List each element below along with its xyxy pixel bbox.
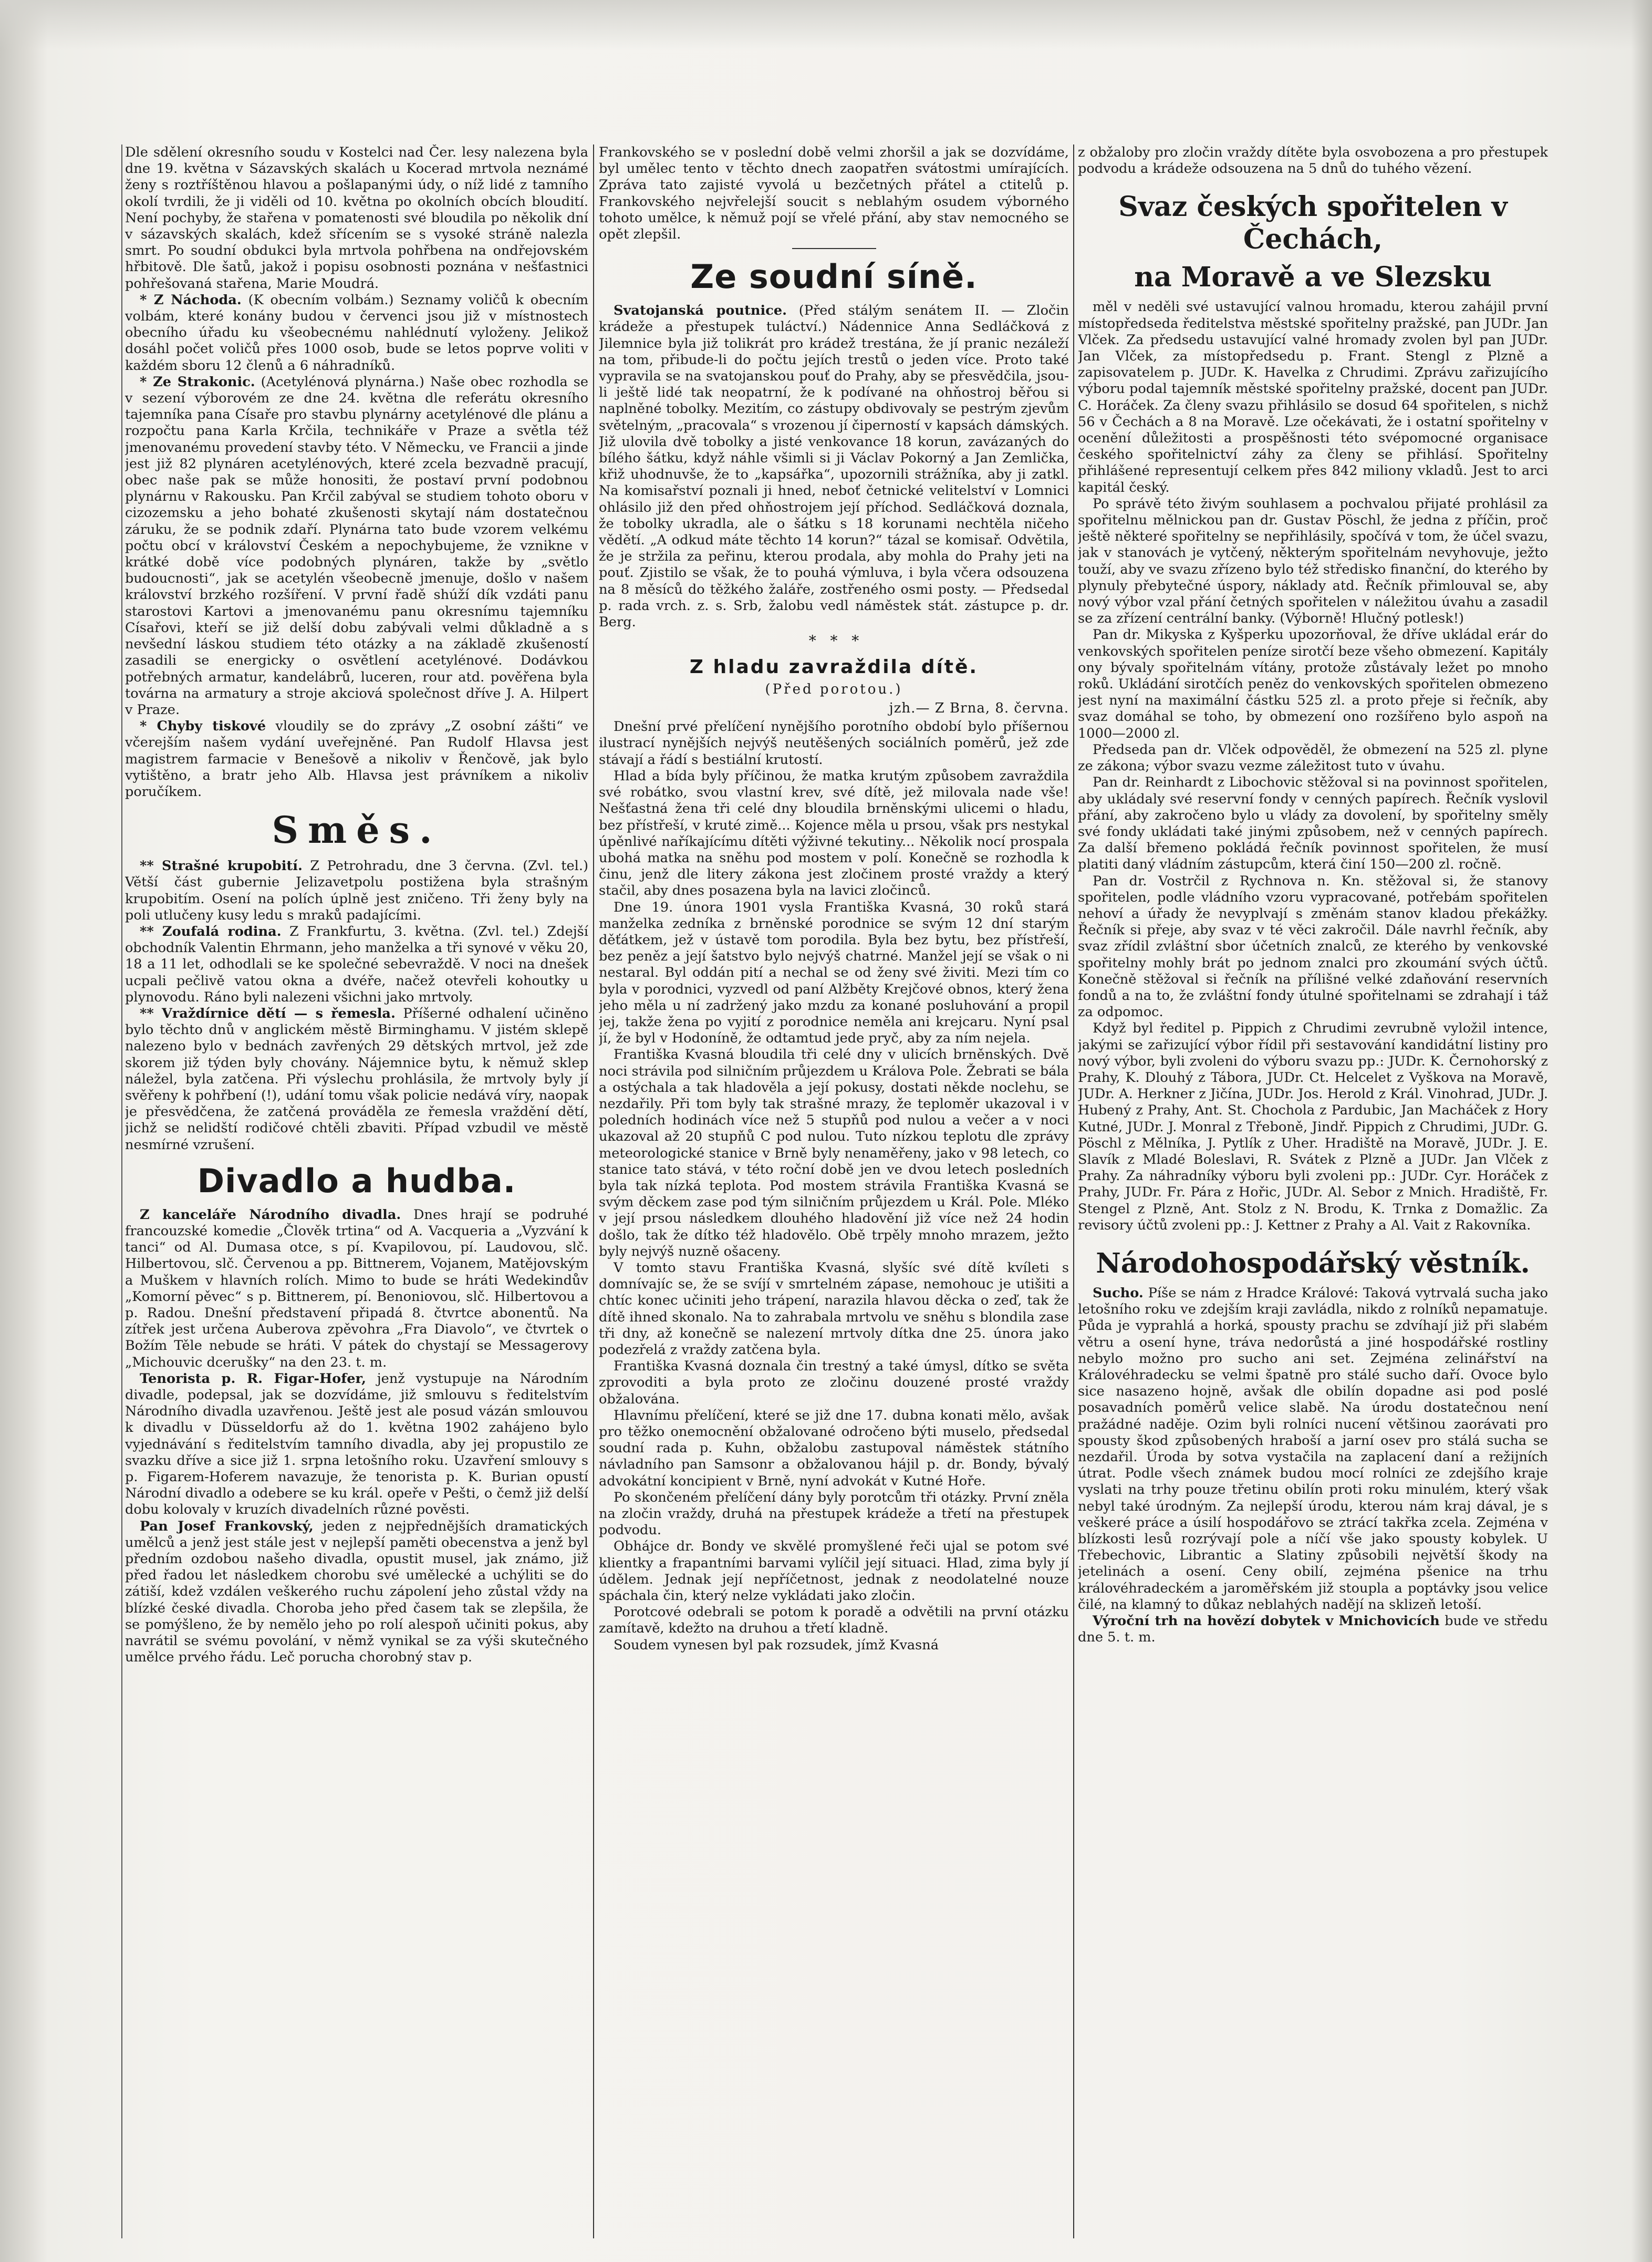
section-heading-svaz-line-1: Svaz českých spořitelen v Čechách, (1118, 191, 1508, 256)
section-heading-narodohospodarsky: Národohospodářský věstník. (1096, 1247, 1530, 1279)
paragraph: Když byl ředitel p. Pippich z Chrudimi zevrubně vyložil intence, jakými se zařizující výbor řídil při sestavování kandidátní listiny pro nový výbor, byli zvoleni do výboru svazu pp.: JUDr. K. Černohorský z Prahy, K. Dlouhý z Tábora, JUDr. Ct. Helcelet z Vyškova na Moravě, JUDr. A. Herkner z Jičína, JUDr. Jos. Herold z Král. Vinohrad, JUDr. J. Hubený z Prahy, Ant. St. Chochola z Pardubic, Jan Macháček z Hory Kutné, JUDr. J. Monral z Třeboně, Jindř. Pippich z Chrudimi, JUDr. G. Pöschl z Mělníka, J. Pytlík z Uher. Hradiště na Moravě, JUDr. J. E. Slavík z Mladé Boleslavi, R. Svátek z Plzně a JUDr. Jan Vlček z Prahy. Za náhradníky výboru byli zvoleni pp.: JUDr. Cyr. Horáček z Prahy, JUDr. Fr. Pára z Hořic, JUDr. Al. Sebor z Mnich. Hradiště, Fr. Stengel z Plzně, Ant. Stolz z N. Brodu, K. Trnka z Domažlic. Za revisory účtů zvoleni pp.: J. Kettner z Prahy a Al. Vait z Rakovníka. (1078, 1020, 1548, 1233)
section-heading-svaz-line-2: na Moravě a ve Slezsku (1134, 261, 1492, 294)
paragraph: Pan dr. Vostrčil z Rychnova n. Kn. stěžoval si, že stanovy spořitelen, podle vládního vzoru vypracované, potřebám spořitelen nehoví a úřady že nevyplvají s změnám stanov kladou překážky. Řečník si přeje, aby svaz v té věci zakročil. Dále navrhl řečník, aby svaz zřídil zvláštní sbor účetních znalců, ze kterého by venkovské spořitelny mohly brát po jednom znalci pro zkoumání svých účtů. Konečně stěžoval si řečník na přílišné velké zdaňování reservních fondů a na to, že zvláštní fondy útulné spořitelnami se zdrahají i táž za odpomoc. (1078, 873, 1548, 1020)
paragraph (1078, 1613, 1548, 1646)
paragraph: Pan dr. Reinhardt z Libochovic stěžoval si na povinnost spořitelen, aby ukládaly své reservní fondy v cenných papírech. Řečník vyslovil přání, aby zakročeno bylo u vlády za dovolení, by spořitelny směly své fondy ukládati také jinými způsobem, než v cenných papírech. Za další břemeno pokládá řečník povinnost spořitelen, že musí platiti daný vládním zástupcům, která činí 150—200 zl. ročně. (1078, 774, 1548, 873)
article-text: vloudily se do zprávy „Z osobní zášti“ ve včerejším našem vydání uveřejněné. Pan Rudolf Hlavsa jest magistrem farmacie v Benešově a nikoliv v Řenčově, jak bylo vytištěno, a bratr jeho Alb. Hlavsa jest právníkem a nikoliv poručíkem. (125, 718, 588, 800)
divider (792, 248, 876, 249)
article-text: Dnes hrají se podruhé francouzské komedie „Člověk trtina“ od A. Vacqueria a „Vyzvání k tanci“ od Al. Dumasa otce, s pí. Kvapilovou, pí. Laudovou, slč. Hilbertovou, slč. Červenou a pp. Bittnerem, Vojanem, Matějovským a Muškem v hlavních rolích. Mimo to bude se hráti Wedekindův „Komorní pěvec“ s p. Bittnerem, pí. Benoniovou, slč. Hilbertovou a p. Radou. Dnešní představení připadá 8. čtvrtce abonentů. Na zítřek jest určena Auberova zpěvohra „Fra Diavolo“, ve čtvrtek o Božím Těle nebude se hráti. V pátek do chystají se Messagerovy „Michouvic dcerušky“ na den 23. t. m. (125, 1206, 588, 1370)
article-text: Z Frankfurtu, 3. května. (Zvl. tel.) Zdejší obchodník Valentin Ehrmann, jeho manželka a tři synové v věku 20, 18 a 11 let, odhodlali se ke společné sebevraždě. V noci na dnešek ucpali pečlivě vatou okna a dvéře, načež otevřeli kohoutky u plynovodu. Ráno byli nalezeni všichni jako mrtvoly. (125, 923, 588, 1005)
paragraph: Hlavnímu přelíčení, které se již dne 17. dubna konati mělo, avšak pro těžko onemocnění obžalované odročeno býti muselo, předsedal soudní rada p. Kuhn, obžalobu zastupoval náměstek státního návladního pan Samsonr a obžalovanou hájil p. dr. Bondy, bývalý advokátní koncipient v Brně, nyní advokát v Kutné Hoře. (599, 1407, 1069, 1489)
article-text: jeden z nejpřednějších dramatických umělců a jenž jest stále jest v nejlepší paměti obecenstva a jenž byl předním ozdobou našeho divadla, opustit musel, jak známo, již před řadou let následkem chorobu své umělecké a uchýliti se do zátiší, kdež vzdálen veškerého ruchu zápolení jeho zůstal vždy na blízké české divadla. Choroba jeho před časem tak se zlepšila, že se pomýšleno, že by nemělo jeho po rolí alespoň učiniti pokus, aby navrátil se svému povolání, v němž vynikal se za výši skutečného umělce prvého řádu. Leč porucha chorobný stav p. (125, 1518, 588, 1666)
paragraph: Františka Kvasná bloudila tři celé dny v ulicích brněnských. Dvě noci strávila pod silničním průjezdem u Králova Pole. Žebrati se bála a ostýchala a tak hladověla a její pokusy, dostati někde noclehu, se nezdařily. Při tom byly tak strašné mrazy, že teploměr ukazoval i v poledních hodinách více než 5 stupňů pod nulou a večer a v noci ukazoval až 20 stupňů C pod nulou. Tuto nízkou teplotu dle zprávy meteorologické stanice v Brně byly nenaměřeny, jako v 98 letech, co stanice tato stává, v této roční době jen ve dvou letech posledních byla tak nízká teplota. Pod mostem strávila Františka Kvasná se svým děckem zase pod tým silničním průjezdem u Král. Pole. Mléko v její prsou následkem dlouhého hladovění již více než 24 hodin došlo, tak že dítko též hladovělo. Obě trpěly mnoho mrazem, ježto byly nejvýš nuzně ošaceny. (599, 1047, 1069, 1259)
article-lead: * Chyby tiskové (140, 718, 266, 735)
section-heading-smes: Směs. (272, 808, 442, 852)
paragraph (125, 1207, 588, 1371)
paragraph: Porotcové odebrali se potom k poradě a odvětili na první otázku zamítavě, kdežto na druhou a třetí kladně. (599, 1604, 1069, 1637)
paragraph: Soudem vynesen byl pak rozsudek, jímž Kvasná (614, 1637, 939, 1653)
dateline: jzh.— Z Brna, 8. června. (889, 700, 1069, 717)
paragraph: z obžaloby pro zločin vraždy dítěte byla osvobozena a pro přestupek podvodu a krádeže odsouzena na 5 dnů do tuhého vězení. (1078, 144, 1548, 177)
paragraph: Františka Kvasná doznala čin trestný a také úmysl, dítko se světa zprovoditi a byla proto ze zločinu douzené prosté vraždy obžalována. (599, 1358, 1069, 1407)
article-lead: Z kanceláře Národního divadla. (140, 1206, 401, 1223)
paragraph (125, 858, 588, 924)
article-text: Příšerné odhalení učiněno bylo těchto dnů v anglickém městě Birminghamu. V jistém sklepě nalezeno bylo v bednách zavřených 29 dětských mrtvol, jež zde skorem již týden byly chovány. Nájemnice bytu, k němuž sklep náležel, byla zatčena. Při výslechu prohlásila, že mrtvoly byly jí svěřeny k pohřbení (!), udání tomu však policie nedává víry, naopak je přesvědčena, že zatčená prováděla ze řemesla vraždění dětí, jichž se nelidští rodičové chtěli zbaviti. Případ vzbudil ve městě nesmírné vzrušení. (125, 1005, 588, 1153)
paragraph: Dle sdělení okresního soudu v Kostelci nad Čer. lesy nalezena byla dne 19. května v Sázavských skalách u Kocerad mrtvola neznámé ženy s roztříštěnou hlavou a pošlapanými údy, o níž lidé z tamního okolí tvrdili, že ji viděli od 10. května po okolních obcích bloudití. Není pochyby, že stařena v pomatenosti své bloudila po několik dní v sázavských skalách, kdež sřícením se s vysoké stráně nalezla smrt. Po soudní obdukci byla mrtvola pohřbena na ondřejovském hřbitově. Dle šatů, jakož i popisu osobnosti poznána v nešťastnici pohřešovaná stařena, Marie Moudrá. (125, 144, 588, 292)
paragraph (125, 924, 588, 1006)
article-lead: * Ze Strakonic. (140, 374, 255, 390)
paragraph: Obhájce dr. Bondy ve skvělé promyšlené řeči ujal se potom své klientky a frapantními barvami vylíčil její situaci. Hlad, zima byly jí údělem. Jednak její nepříčetnost, jednak z neodolatelné nouze spáchala čin, který nelze vykládati jako zločin. (599, 1538, 1069, 1604)
article-text: Z Petrohradu, dne 3 června. (Zvl. tel.) Větší část gubernie Jelizavetpolu postižena byla strašným krupobitím. Osení na polích úplně jest zničeno. Tři ženy byly na poli utlučeny kusy ledu s mraků padajícími. (125, 858, 588, 923)
paragraph (125, 374, 588, 718)
paragraph (125, 718, 588, 800)
article-lead: ** Strašné krupobití. (140, 858, 303, 874)
paragraph: Po správě této živým souhlasem a pochvalou přijaté prohlásil za spořitelnu mělnickou pan dr. Gustav Pöschl, že jedna z příčin, proč ještě některé spořitelny se nepřihlásily, spočívá v tom, že účel svazu, jak v stanovách je vytčený, některým spořitelnám nevyhovuje, ježto touží, aby ve svazu zřízeno bylo též středisko finanční, do kterého by plynuly přebytečné úspory, náklady atd. Řečník přimlouval se, aby nový výbor vzal přání četných spořitelen v náležitou úvahu a zasadil se za zřízení centrální banky. (Výborně! Hlučný potlesk!) (1078, 495, 1548, 627)
paragraph (125, 292, 588, 374)
article-text: bude ve středu dne 5. t. m. (1078, 1613, 1548, 1646)
page-right-edge (1631, 0, 1652, 2262)
article-lead: Pan Josef Frankovský, (140, 1518, 314, 1534)
column-rule-2 (1073, 144, 1074, 2238)
paragraph (125, 1371, 588, 1519)
column-rule-1 (593, 144, 594, 2238)
article-lead: Svatojanská poutnice. (614, 303, 787, 319)
paragraph: Hlad a bída byly příčinou, že matka krutým způsobem zavraždila své robátko, svou vlastní krev, své dítě, jež milovala nade vše! Nešťastná žena tři celé dny bloudila brněnskými ulicemi o hladu, bez přístřeší, v kruté zimě... Kojence měla u prsou, však prs nestykal úpěnlivé naříkajícímu dítěti výživné tekutiny... Několik nocí prospala ubohá matka na sněhu pod mostem v polí. Konečně se rozhodla k činu, jenž dle litery zákona jest zločinem prosté vraždy a který stačil, aby dnes posazena byla na lavici zločinců. (599, 768, 1069, 899)
section-heading-soudni-sin: Ze soudní síně. (690, 257, 978, 296)
paragraph: měl v neděli své ustavující valnou hromadu, kterou zahájil první místopředseda ředitelstva městské spořitelny pražské, pan JUDr. Jan Vlček. Za předsedu ustavující valné hromady zvolen byl pan JUDr. Jan Vlček, za místopředsedu p. Frant. Stengl z Plzně a zapisovatelem p. JUDr. K. Havelka z Chrudimi. Zprávu zařizujícího výboru podal tajemník městské spořitelny pražské, docent pan JUDr. C. Horáček. Za členy svazu přihlásilo se dosud 64 spořitelen, s nichž 56 v Čechách a 8 na Moravě. Lze očekávati, že i ostatní spořitelny v ocenění důležitosti a prospěšnosti této svépomocné organisace českého spořitelnictví záhy za členy se přihlásí. Spořitelny přihlášené representují celkem přes 842 miliony vkladů. Jest to arci kapitál český. (1078, 299, 1548, 495)
article-lead: Výroční trh na hovězí dobytek v Mnichovicích (1093, 1613, 1440, 1629)
article-lead: ** Vraždírnice dětí — s řemesla. (140, 1005, 396, 1021)
article-text: jenž vystupuje na Národním divadle, podepsal, jak se dozvídáme, již smlouvu s ředitelstvím Národního divadla uzavřenou. Ještě jest ale posud vázán smlouvou k divadlu v Düsseldorfu až do 1. května 1902 zahájeno bylo vyjednávání s ředitelstvím tamního divadla, aby jej propustilo ze svazku dříve a sice již 1. srpna letošního roku. Uzavření smlouvy s p. Figarem-Hoferem navazuje, že tenorista p. K. Burian opustí Národní divadlo a odebere se ku král. opeře v Pešti, o čemž již delší dobu kolovaly v kruzích divadelních různé pověsti. (125, 1370, 588, 1518)
section-heading-divadlo: Divadlo a hudba. (197, 1161, 516, 1200)
paragraph (599, 303, 1069, 631)
article-lead: Tenorista p. R. Figar-Hofer, (140, 1370, 367, 1387)
page-binding-shadow (0, 0, 47, 2262)
paragraph (125, 1006, 588, 1153)
separator-stars: * * * (808, 632, 859, 650)
article-text: (Acetylénová plynárna.) Naše obec rozhodla se v sezení výborovém ze dne 24. května dle referátu okresního tajemníka pana Císaře pro stavbu plynárny acetylénové dle plánu a rozpočtu pana Karla Krčila, technikáře v Praze a světla též jmenovanému provedení stavby této. V Německu, ve Francii a jinde jest již 82 plynáren acetylénových, které zcela bezvadně pracují, obec naše pak se může honositi, že postaví první podobnou plynárnu v Rakousku. Pan Krčil zabýval se studiem tohoto oboru v cizozemsku a jeho bohaté zkušenosti skytají nám dostatečnou záruku, že se podnik zdaří. Plynárna tato bude vzorem velkému počtu obcí v království Českém a nepochybujeme, že vznikne v krátké době více podobných plynáren, takže by „světlo budoucnosti“, jak se acetylén všeobecně jmenuje, došlo v našem království brzkého rozšíření. V první řadě shúží dík vzdáti panu starostovi Kartovi a jmenovanému panu okresnímu tajemníku Císařovi, kteří se již delší dobu zabývali velmi důkladně a s nevšední láskou studiem této otázky a na základě zkušeností zasadili se energicky o osvětlení acetylénové. Dodávkou potřebných armatur, kandelábrů, luceren, rour atd. pověřena byla továrna na armatury a stroje akciová společnost dříve J. A. Hilpert v Praze. (125, 374, 588, 718)
article-text: (Před stálým senátem II. — Zločin krádeže a přestupek tuláctví.) Nádennice Anna Sedláčková z Jilemnice byla již tolikrát pro krádež trestána, že jí pranic nezáleží na tom, přibude-li do počtu jejích trestů o jeden více. Proto také vypravila se na svatojanskou pouť do Prahy, aby se přesvědčila, jsou-li ještě lidé tak neopatrní, že k podívané na ohňostroj běřou si naplněné tobolky. Mezitím, co zástupy obdivovaly se pestrým zjevům světelným, „pracovala“ s vrozenou jí čiperností v kapsách dámských. Již ulovila dvě tobolky a jisté venkovance 18 korun, zavázaných do bílého šátku, když náhle všimli si ji Václav Pokorný a Jan Zemlička, křiž uhodnuvše, že to „kapsářka“, upozornili strážníka, aby ji zatkl. Na komisařství poznali ji hned, neboť četnické velitelství v Lomnici ohlásilo již den před ohňostrojem její příchod. Sedláčková doznala, že tobolky ukradla, ale o šátku s 18 korunami nechtěla ničeho vědětí. „A odkud máte těchto 14 korun?“ tázal se komisař. Odvětila, že je stržila za peřinu, kterou prodala, aby mohla do Prahy jeti na pouť. Zjistilo se však, že to pouhá výmluva, i byla včera odsouzena na 8 měsíců do těžkého žaláře, zostřeného osmi posty. — Předsedal p. rada vrch. z. s. Srb, žalobu vedl náměstek stát. zástupce p. dr. Berg. (599, 303, 1069, 631)
paragraph (1078, 1285, 1548, 1613)
column-3 (1078, 144, 1548, 2238)
article-lead: Sucho. (1093, 1285, 1144, 1301)
article-lead: * Z Náchoda. (140, 292, 242, 308)
paragraph: Pan dr. Mikyska z Kyšperku upozorňoval, že dříve ukládal erár do venkovských spořitelen peníze sirotčí beze všeho obmezení. Kapitály ony bývaly spořitelnám vítány, protože zůstávaly ležet po mnoho roků. Ukládání sirotčích peněz do venkovských spořitelen obmezeno jest nyní na maximální částku 525 zl. a proto přeje si řečník, aby svaz domáhal se toho, by obmezení ono rozšířeno bylo aspoň na 1000—2000 zl. (1078, 627, 1548, 741)
article-text: Píše se nám z Hradce Králové: Taková vytrvalá sucha jako letošního roku ve zdejším kraji zavládla, nikdo z rolníků nepamatuje. Půda je vyprahlá a horká, spousty prachu se zdvíhají již při slabém větru a osení hyne, tráva nedorůstá a jiné hospodářské rostliny nebylo možno pro sucho ani set. Zejména zelinářství na Královéhradecku se velmi špatně pro stálé sucho daří. Ovoce bylo sice nasazeno hojně, avšak dle obilín dopadne asi pod poslé posavadních poměrů velice slabě. Na úrodu dostatečnou není pražádné naděje. Ozim byli rolníci nucení většinou zaorávati pro spousty škod způsobených hraboší a jarní osev pro stálá sucha se nezdařil. Úroda by sotva vystačila na zaplacení daní a režijních útrat. Podle všech známek budou mocí rolníci ze zdejšího kraje vyslati na trhy pouze třetinu obilín proti roku minulém, který však nebyl také úrodným. Za nejlepší úrodu, kterou nám kraj dával, je s veškeré práce a úsilí hospodářovo se ztrácí takřka zcela. Zejména v blízkosti lesů rozrývají pole a níčí vše jako spousty kobylek. U Třebechovic, Librantic a Slatiny způsobili největší škody na jetelinách a osení. Ceny obilí, zejména pšenice na trhu královéhradeckém a jaroměřském již stoupla a poptávky jsou velice čilé, na klamný to důkaz neblahých nadějí na sklizeň letoší. (1078, 1285, 1548, 1613)
paragraph: Dnešní prvé přelíčení nynějšího porotního období bylo příšernou ilustrací nynějších nejvýš neutěšených sociálních poměrů, jež zde stávají a řádí s bestiální krutostí. (599, 719, 1069, 768)
article-subheading: (Před porotou.) (765, 681, 903, 698)
paragraph: V tomto stavu Františka Kvasná, slyšíc své dítě kvíleti s domnívajíc se, že se svíjí v smrtelném zápase, nemohouc je utišiti a chtíc konec učiniti jeho trápení, narazila hlavou děcka o zeď, tak že dítě ihned skonalo. Na to zahrabala mrtvolu ve sněhu s blondila zase tři dny, až konečně se nalezení mrtvoly dítka dne 25. února jako podezřelá z vraždy zatčena byla. (599, 1259, 1069, 1358)
article-heading-hlad: Z hladu zavraždila dítě. (689, 656, 979, 678)
article-lead: ** Zoufalá rodina. (140, 923, 282, 939)
page-top-shadow (0, 0, 1652, 50)
paragraph: Předseda pan dr. Vlček odpověděl, že obmezení na 525 zl. plyne ze zákona; výbor svazu vezme záležitost tuto v úvahu. (1078, 741, 1548, 774)
left-border-rule (121, 144, 122, 2238)
article-text: (K obecním volbám.) Seznamy voličů k obecním volbám, které konány budou v červenci jsou již v místnostech obecního úřadu ku všeobecnému nahlédnutí vyloženy. Jelikož dosáhl počet voličů přes 1000 osob, bude se letos poprve voliti v každém sboru 12 členů a 6 náhradníků. (125, 292, 588, 374)
paragraph (125, 1519, 588, 1666)
paragraph: Frankovského se v poslední době velmi zhoršil a jak se dozvídáme, byl umělec tento v těchto dnech zaopatřen svátostmi umírajících. Zpráva tato zajisté vyvolá u bezčetných přátel a ctitelů p. Frankovského nejvřelejší soucit s neblahým osudem výborného tohoto umělce, k němuž pojí se vřelé přání, aby stav nemocného se opět zlepšil. (599, 144, 1069, 243)
column-1 (125, 144, 588, 2238)
paragraph: Dne 19. února 1901 vysla Františka Kvasná, 30 roků stará manželka zedníka z brněnské porodnice se svým 12 dní starým děťátkem, jež v ústavě tom porodila. Byla bez bytu, bez přístřeší, bez peněz a její šatstvo bylo nejvýš chatrné. Manžel její se však o ni nestaral. Byl oddán pití a nechal se od ženy své živiti. Mezi tím co byla v porodnici, vyzvedl od paní Alžběty Krejčové obnos, který žena jeho měla u ní zadržený jako mzdu za konané posluhování a propil jej, takže žena po vyjití z porodnice neměla ani krejcaru. Nyní psal jí, že byl v Hodoníně, že odtamtud jede pryč, aby za ním nejela. (599, 899, 1069, 1047)
column-2 (599, 144, 1069, 2238)
paragraph: Po skončeném přelíčení dány byly porotcům tři otázky. První zněla na zločin vraždy, druhá na přestupek krádeže a třetí na přestupek podvodu. (599, 1489, 1069, 1538)
